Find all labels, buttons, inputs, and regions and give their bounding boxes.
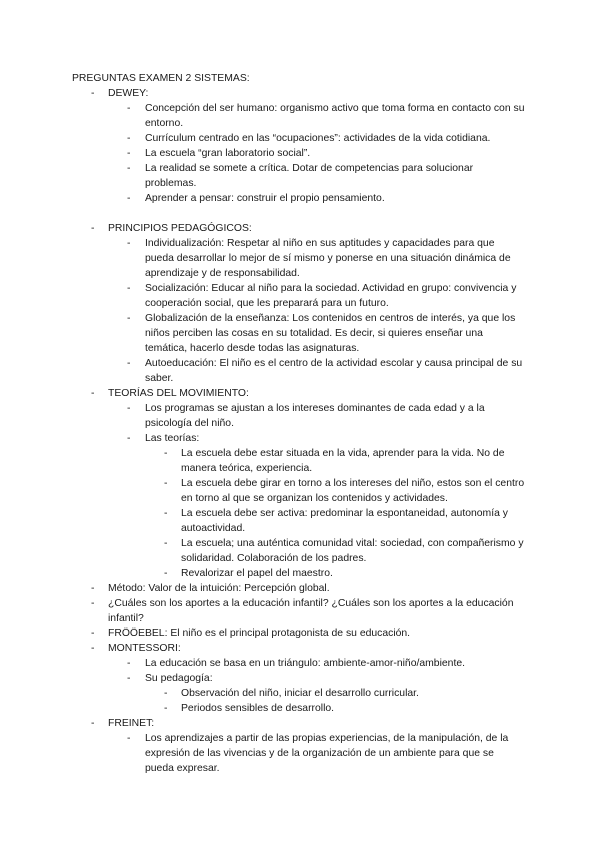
list-item-level-3 xyxy=(0,446,600,476)
bullet-dash: - xyxy=(127,148,131,159)
list-item-text: Las teorías: xyxy=(145,433,200,444)
list-item-text: La escuela debe girar en torno a los intereses del niño, estos son el centro en torno al que se organizan los contenidos y actividades. xyxy=(181,478,525,504)
bullet-dash: - xyxy=(127,313,131,324)
bullet-dash: - xyxy=(91,388,95,399)
list-item-text: Currículum centrado en las “ocupaciones”: actividades de la vida cotidiana. xyxy=(145,133,491,144)
document-outline xyxy=(0,86,600,776)
bullet-dash: - xyxy=(127,238,131,249)
list-item-level-2 xyxy=(0,671,600,686)
list-item-level-2 xyxy=(0,311,600,356)
bullet-dash: - xyxy=(91,223,95,234)
list-item-text: Individualización: Respetar al niño en sus aptitudes y capacidades para que pueda desarrollar lo mejor de sí mismo y ponerse en una situación dinámica de aprendizaje y de responsabilidad. xyxy=(145,238,511,279)
bullet-dash: - xyxy=(164,478,168,489)
bullet-dash: - xyxy=(127,283,131,294)
list-item-level-2 xyxy=(0,401,600,431)
list-item-level-1 xyxy=(0,221,600,236)
bullet-dash: - xyxy=(164,448,168,459)
list-item-level-1 xyxy=(0,596,600,626)
list-item-text: Periodos sensibles de desarrollo. xyxy=(181,703,335,714)
bullet-dash: - xyxy=(91,88,95,99)
list-item-text: Socialización: Educar al niño para la sociedad. Actividad en grupo: convivencia y cooperación social, que les preparará para un futuro. xyxy=(145,283,517,309)
bullet-dash: - xyxy=(164,538,168,549)
list-item-level-2 xyxy=(0,731,600,776)
list-item-text: La escuela debe ser activa: predominar la espontaneidad, autonomía y autoactividad. xyxy=(181,508,508,534)
list-item-level-2 xyxy=(0,431,600,446)
list-item-text: La escuela debe estar situada en la vida, aprender para la vida. No de manera teórica, experiencia. xyxy=(181,448,505,474)
bullet-dash: - xyxy=(127,103,131,114)
list-item-level-1 xyxy=(0,86,600,101)
list-item-level-1 xyxy=(0,641,600,656)
bullet-dash: - xyxy=(91,598,95,609)
list-item-level-3 xyxy=(0,506,600,536)
bullet-dash: - xyxy=(164,568,168,579)
list-item-level-2 xyxy=(0,236,600,281)
list-item-text: PRINCIPIOS PEDAGÓGICOS: xyxy=(108,223,252,234)
list-item-text: Los programas se ajustan a los intereses dominantes de cada edad y a la psicología del niño. xyxy=(145,403,485,429)
list-item-level-2 xyxy=(0,656,600,671)
bullet-dash: - xyxy=(91,583,95,594)
bullet-dash: - xyxy=(91,718,95,729)
list-item-text: Su pedagogía: xyxy=(145,673,213,684)
list-item-level-3 xyxy=(0,536,600,566)
bullet-dash: - xyxy=(91,628,95,639)
list-item-level-1 xyxy=(0,626,600,641)
list-item-level-2 xyxy=(0,281,600,311)
list-item-level-2 xyxy=(0,146,600,161)
bullet-dash: - xyxy=(127,358,131,369)
list-item-text: La educación se basa en un triángulo: ambiente-amor-niño/ambiente. xyxy=(145,658,466,669)
list-item-level-3 xyxy=(0,686,600,701)
list-item-text: TEORÍAS DEL MOVIMIENTO: xyxy=(108,388,249,399)
bullet-dash: - xyxy=(127,733,131,744)
list-item-level-3 xyxy=(0,566,600,581)
list-item-text: Concepción del ser humano: organismo activo que toma forma en contacto con su entorno. xyxy=(145,103,525,129)
list-item-level-1 xyxy=(0,716,600,731)
list-item-level-3 xyxy=(0,476,600,506)
list-item-level-2 xyxy=(0,101,600,131)
bullet-dash: - xyxy=(164,508,168,519)
list-item-level-1 xyxy=(0,386,600,401)
bullet-dash: - xyxy=(127,163,131,174)
document-title: PREGUNTAS EXAMEN 2 SISTEMAS: xyxy=(72,73,250,84)
list-item-text: Globalización de la enseñanza: Los contenidos en centros de interés, ya que los niños perciben las cosas en su totalidad. Es decir, si quieres enseñar una temática, hacerlo desde todas las asignaturas. xyxy=(145,313,516,354)
list-item-level-2 xyxy=(0,191,600,206)
list-item-text: FRÖÖEBEL: El niño es el principal protagonista de su educación. xyxy=(108,628,411,639)
spacer xyxy=(0,206,600,221)
list-item-text: La escuela “gran laboratorio social”. xyxy=(145,148,311,159)
list-item-text: Autoeducación: El niño es el centro de la actividad escolar y causa principal de su saber. xyxy=(145,358,523,384)
list-item-level-2 xyxy=(0,161,600,191)
list-item-text: Observación del niño, iniciar el desarrollo curricular. xyxy=(181,688,419,699)
bullet-dash: - xyxy=(127,193,131,204)
bullet-dash: - xyxy=(127,403,131,414)
list-item-text: Método: Valor de la intuición: Percepción global. xyxy=(108,583,330,594)
bullet-dash: - xyxy=(127,658,131,669)
list-item-level-2 xyxy=(0,131,600,146)
bullet-dash: - xyxy=(91,643,95,654)
bullet-dash: - xyxy=(127,133,131,144)
list-item-text: DEWEY: xyxy=(108,88,149,99)
list-item-text: La realidad se somete a crítica. Dotar de competencias para solucionar problemas. xyxy=(145,163,474,189)
bullet-dash: - xyxy=(127,433,131,444)
list-item-text: La escuela; una auténtica comunidad vital: sociedad, con compañerismo y solidaridad. Colaboración de los padres. xyxy=(181,538,524,564)
bullet-dash: - xyxy=(164,703,168,714)
list-item-text: ¿Cuáles son los aportes a la educación infantil? ¿Cuáles son los aportes a la educación infantil? xyxy=(108,598,514,624)
list-item-level-1 xyxy=(0,581,600,596)
list-item-text: FREINET: xyxy=(108,718,155,729)
list-item-text: MONTESSORI: xyxy=(108,643,181,654)
bullet-dash: - xyxy=(164,688,168,699)
list-item-level-3 xyxy=(0,701,600,716)
list-item-text: Aprender a pensar: construir el propio pensamiento. xyxy=(145,193,385,204)
list-item-level-2 xyxy=(0,356,600,386)
list-item-text: Los aprendizajes a partir de las propias experiencias, de la manipulación, de la expresión de las vivencias y de la organización de un ambiente para que se pueda expresar. xyxy=(145,733,509,774)
list-item-text: Revalorizar el papel del maestro. xyxy=(181,568,333,579)
bullet-dash: - xyxy=(127,673,131,684)
